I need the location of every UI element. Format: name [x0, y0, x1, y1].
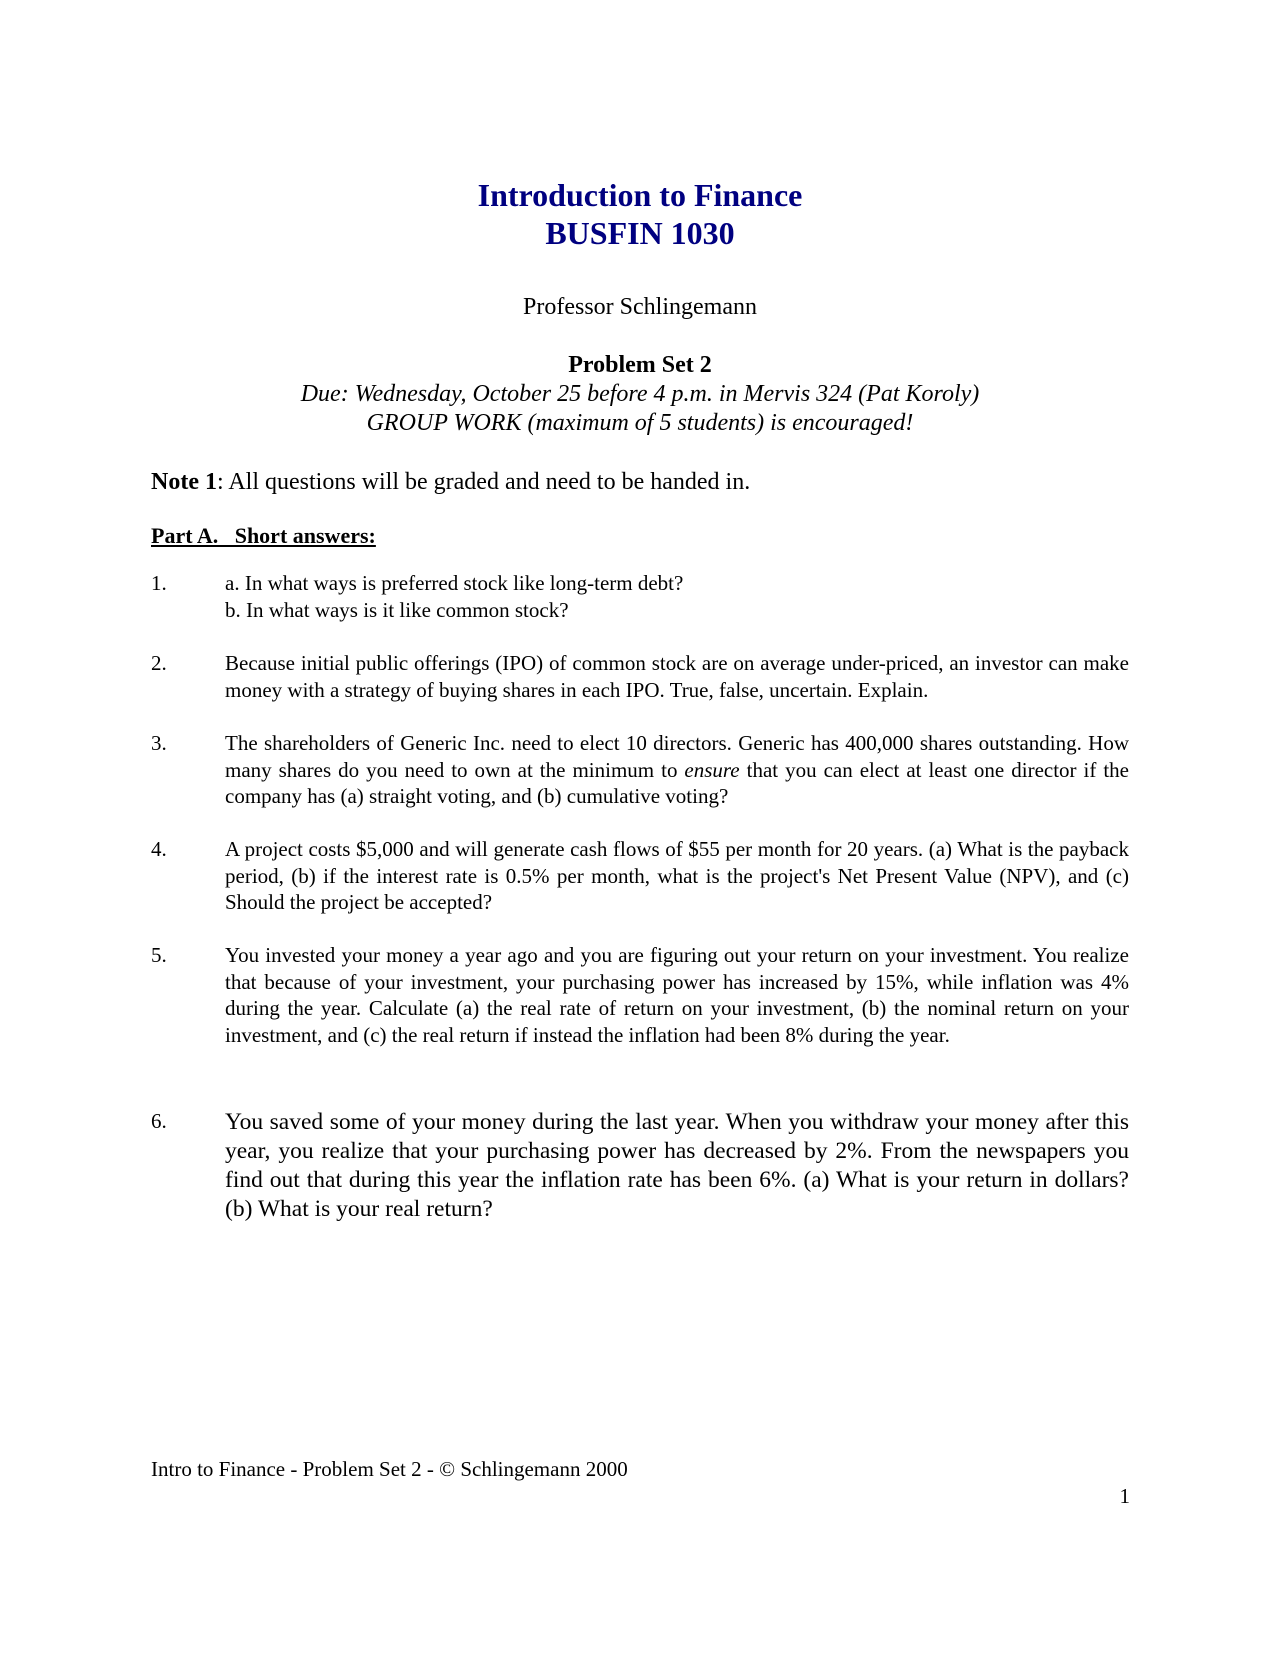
question-body — [225, 570, 1129, 623]
document-title — [0, 176, 1280, 252]
question-1a: a. In what ways is preferred stock like long-term debt? — [225, 571, 684, 595]
question-body — [225, 730, 1129, 810]
question-body: Because initial public offerings (IPO) of common stock are on average under-priced, an investor can make money with a strategy of buying shares in each IPO. True, false, uncertain. Explain. — [225, 651, 1129, 702]
question-number: 2. — [151, 651, 167, 675]
page-number: 1 — [1119, 1484, 1130, 1508]
question-body: You invested your money a year ago and you are figuring out your return on your investment. You realize that because of your investment, your purchasing power has increased by 15%, while inflation was 4% during the year. Calculate (a) the real rate of return on your investment, (b) the nominal return on your investment, and (c) the real return if instead the inflation had been 8% during the year. — [225, 943, 1129, 1047]
note-label: Note 1 — [151, 469, 217, 495]
question-number: 4. — [151, 837, 167, 861]
question-emphasis: ensure — [684, 757, 740, 782]
question-body: A project costs $5,000 and will generate cash flows of $55 per month for 20 years. (a) What is the payback period, (b) if the interest rate is 0.5% per month, what is the project's Net Present Value (NPV), and (c) Should the project be accepted? — [225, 837, 1129, 914]
question-text: that you can elect at least one director if the company has (a) straight voting, and (b) cumulative voting? — [225, 757, 1129, 808]
due-date: Due: Wednesday, October 25 before 4 p.m. in Mervis 324 (Pat Koroly) — [300, 381, 980, 407]
course-code: BUSFIN 1030 — [545, 215, 735, 251]
question-1b: b. In what ways is it like common stock? — [225, 597, 569, 622]
question-text: The shareholders of Generic Inc. need to elect 10 directors. Generic has 400,000 shares outstanding. How many shares do you need to own at the minimum to — [225, 731, 1129, 782]
course-title: Introduction to Finance — [477, 177, 803, 213]
professor-name: Professor Schlingemann — [523, 294, 757, 320]
group-work-note: GROUP WORK (maximum of 5 students) is encouraged! — [366, 410, 914, 436]
question-number: 1. — [151, 571, 167, 595]
question-number: 5. — [151, 943, 167, 967]
question-number: 3. — [151, 731, 167, 755]
question-body: You saved some of your money during the last year. When you withdraw your money after this year, you realize that your purchasing power has decreased by 2%. From the newspapers you find out that during this year the inflation rate has been 6%. (a) What is your return in dollars? (b) What is your real return? — [225, 1109, 1129, 1222]
problem-set-title: Problem Set 2 — [568, 352, 712, 378]
note-text: : All questions will be graded and need to be handed in. — [216, 469, 751, 495]
note-1 — [151, 467, 750, 497]
question-number: 6. — [151, 1109, 167, 1133]
part-a-heading: Part A. Short answers: — [151, 523, 376, 548]
page-footer: Intro to Finance - Problem Set 2 - © Schlingemann 2000 — [151, 1457, 628, 1481]
